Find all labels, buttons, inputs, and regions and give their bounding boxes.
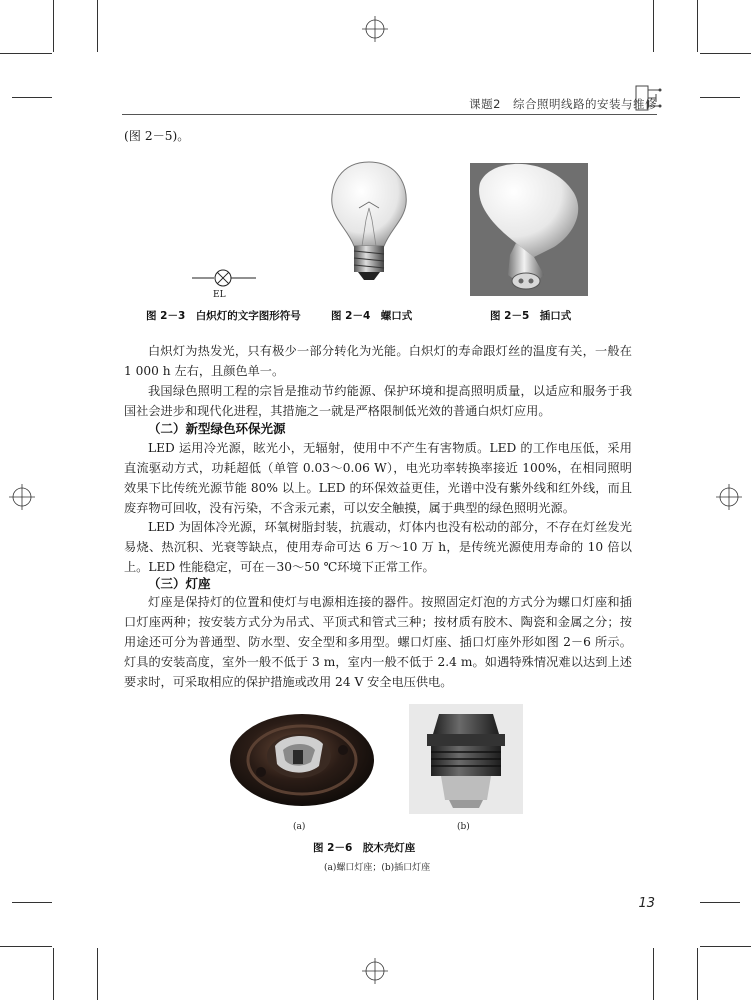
figure-caption-2-5: 图 2－5 插口式 — [490, 310, 572, 322]
figure-label-b: (b) — [457, 822, 470, 832]
crop-mark — [0, 53, 52, 54]
bayonet-bulb-photo — [470, 163, 588, 296]
crop-mark — [12, 97, 52, 98]
registration-mark-icon — [362, 958, 388, 984]
crop-mark — [700, 97, 740, 98]
paragraph: 白炽灯为热发光，只有极少一部分转化为光能。白炽灯的寿命跟灯丝的温度有关，一般在 1 000 h 左右，且颜色单一。 — [124, 344, 632, 378]
paragraph: LED 运用冷光源，眩光小，无辐射，使用中不产生有害物质。LED 的工作电压低，采用直流驱动方式，功耗超低（单管 0.03～0.06 W），电光功率转换率接近 100%，在相同照明效果下比传统光源节能 80% 以上。LED 的环保效益更佳，光谱中没有紫外线和红外线，而且废弃物可回收，没有污染，不含汞元素，可以安全触摸，属于典型的绿色照明光源。 — [124, 441, 632, 515]
crop-mark — [653, 948, 654, 1000]
figure-caption-2-6: 图 2－6 胶木壳灯座 — [313, 842, 416, 854]
lamp-symbol-icon — [192, 268, 256, 288]
section-heading: （三）灯座 — [148, 576, 211, 591]
screw-bulb-image — [326, 158, 412, 284]
circuit-decoration-icon — [634, 82, 664, 114]
header-rule — [122, 114, 657, 115]
crop-mark — [12, 902, 52, 903]
registration-mark-icon — [362, 16, 388, 42]
bayonet-bulb-image — [470, 163, 588, 296]
crop-mark — [700, 53, 751, 54]
paragraph: 灯座是保持灯的位置和使灯与电源相连接的器件。按照固定灯泡的方式分为螺口灯座和插口灯座两种；按安装方式分为吊式、平顶式和管式三种；按材质有胶木、陶瓷和金属之分；按用途还可分为普通型、防水型、安全型和多用型。螺口灯座、插口灯座外形如图 2－6 所示。灯具的安装高度，室外一般不低于 3 m，室内一般不低于 2.4 m。如遇特殊情况难以达到上述要求时，可采取相应的保护措施或改用 24 V 安全电压供电。 — [124, 595, 632, 689]
figure-subcaption-2-6: (a)螺口灯座；(b)插口灯座 — [324, 863, 431, 873]
registration-mark-icon — [716, 484, 742, 510]
figure-caption-2-3: 图 2－3 白炽灯的文字图形符号 — [146, 310, 301, 322]
registration-mark-icon — [9, 484, 35, 510]
crop-mark — [53, 0, 54, 52]
figure-caption-2-4: 图 2－4 螺口式 — [331, 310, 413, 322]
crop-mark — [97, 948, 98, 1000]
lamp-symbol-label: EL — [213, 290, 226, 300]
page-number: 13 — [638, 896, 655, 911]
figure-label-a: (a) — [293, 822, 306, 832]
lead-text: (图 2－5)。 — [124, 129, 190, 143]
crop-mark — [53, 948, 54, 1000]
crop-mark — [697, 0, 698, 52]
crop-mark — [700, 902, 740, 903]
screw-socket-photo — [227, 710, 377, 810]
section-heading: （二）新型绿色环保光源 — [148, 421, 286, 436]
bayonet-socket-photo — [409, 704, 523, 814]
crop-mark — [697, 948, 698, 1000]
paragraph: LED 为固体冷光源，环氧树脂封装，抗震动，灯体内也没有松动的部分，不存在灯丝发光易烧、热沉积、光衰等缺点，使用寿命可达 6 万～10 万 h，是传统光源使用寿命的 10 倍以上。LED 性能稳定，可在－30～50 ℃环境下正常工作。 — [124, 520, 632, 574]
crop-mark — [97, 0, 98, 52]
crop-mark — [653, 0, 654, 52]
paragraph: 我国绿色照明工程的宗旨是推动节约能源、保护环境和提高照明质量，以适应和服务于我国社会进步和现代化进程，其措施之一就是严格限制低光效的普通白炽灯应用。 — [124, 384, 632, 418]
crop-mark — [700, 946, 751, 947]
crop-mark — [0, 946, 52, 947]
running-header: 课题2 综合照明线路的安装与维修 — [469, 97, 657, 111]
